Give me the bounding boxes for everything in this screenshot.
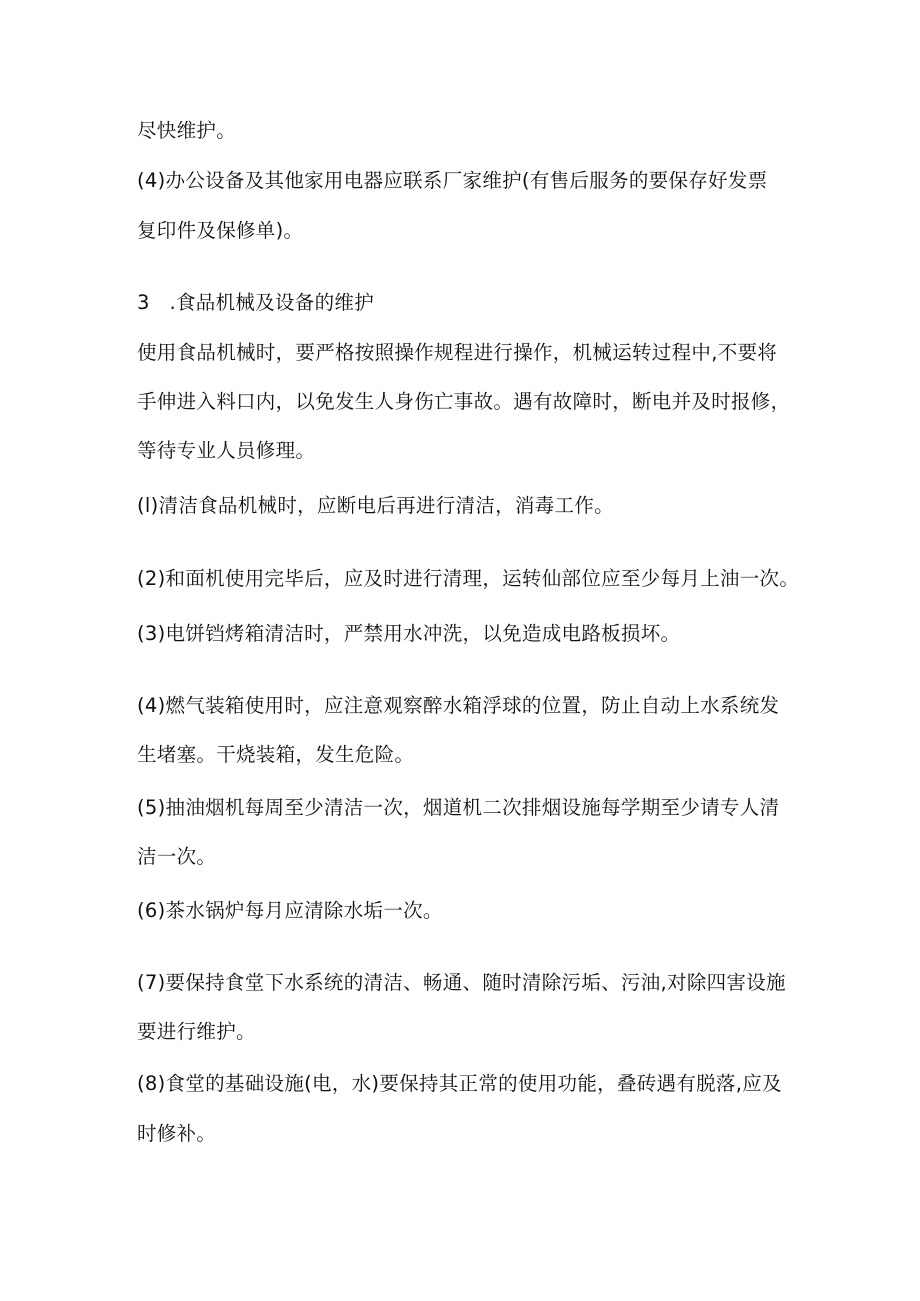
text-line: 复印件及保修单)。 (137, 219, 304, 242)
text-line: (l)清洁食品机械时，应断电后再进行清洁，消毒工作。 (137, 494, 614, 517)
text-line: 手伸进入料口内，以免发生人身伤亡事故。遇有故障时，断电并及时报修， (137, 390, 791, 413)
text-line: 洁一次。 (137, 845, 217, 868)
text-line: (4)办公设备及其他家用电器应联系厂家维护(有售后服务的要保存好发票 (137, 169, 768, 192)
text-line: 使用食品机械时，要严格按照操作规程进行操作，机械运转过程中,不要将 (137, 341, 778, 364)
text-line: 尽快维护。 (137, 119, 237, 142)
text-line: (4)燃气装箱使用时，应注意观察醉水箱浮球的位置，防止自动上水系统发 (137, 694, 780, 717)
text-line: 时修补。 (137, 1122, 217, 1145)
text-line: (6)茶水锅炉每月应清除水垢一次。 (137, 899, 443, 922)
text-line: 等待专业人员修理。 (137, 439, 316, 462)
text-line: (2)和面机使用完毕后，应及时进行清理，运转仙部位应至少每月上油一次。 (137, 567, 800, 590)
text-line: 生堵塞。干烧装箱，发生危险。 (137, 743, 415, 766)
text-line: (8)食堂的基础设施(电，水)要保持其正常的使用功能，叠砖遇有脱落,应及 (137, 1072, 782, 1095)
text-line: (5)抽油烟机每周至少清洁一次，烟道机二次排烟设施每学期至少请专人清 (137, 796, 780, 819)
text-line: 要进行维护。 (137, 1020, 256, 1043)
text-line: (7)要保持食堂下水系统的清洁、畅通、随时清除污垢、污油,对除四害设施 (137, 971, 786, 994)
text-line: (3)电饼铛烤箱清洁时，严禁用水冲洗，以免造成电路板损坏。 (137, 622, 681, 645)
section-heading: 3 .食品机械及设备的维护 (137, 291, 375, 314)
